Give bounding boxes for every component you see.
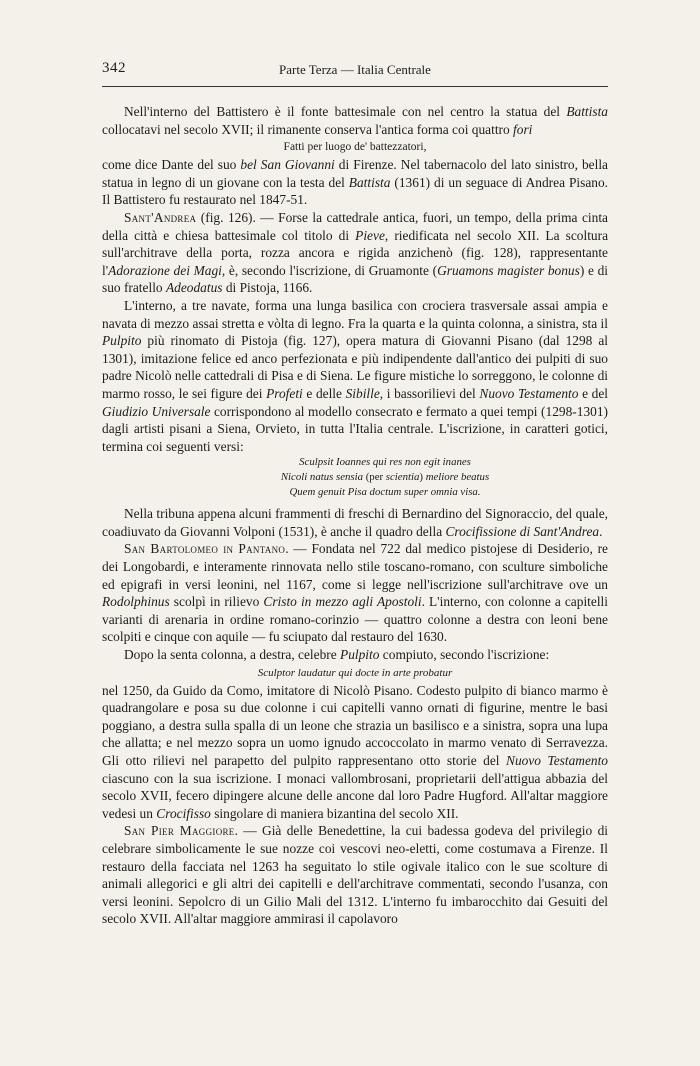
page-body: [102, 103, 608, 928]
paragraph-tribuna: Nella tribuna appena alcuni frammenti di freschi di Bernardino del Signoraccio, del quale, coadiuvato da Giovanni Volponi (1531), è anche il quadro della Crocifissione di Sant'Andrea.: [102, 506, 608, 539]
sculptor-quote: Sculptor laudatur qui docte in arte probatur: [257, 666, 453, 679]
paragraph-guido-da-como: nel 1250, da Guido da Como, imitatore di Nicolò Pisano. Codesto pulpito di bianco marmo è quadrangolare e posa su due colonne i cui capitelli vanno ornati di figurine, mentre le basi poggiano, a destra sulla spalla di un leone che strazia un basilisco e a sinistra, sopra una lupa che allatta; e nel mezzo sopra un uomo ignudo accoccolato in marmo venato di Serravezza. Gli otto rilievi nel parapetto del pulpito rappresentano otto storie del Nuovo Testamento ciascuno con la sua iscrizione. I monaci vallombrosani, proprietarii dell'attigua abbazia del secolo XVII, fecero dipingere alcune delle ancone dal loro Padre Hugford. All'altar maggiore vedesi un Crocifisso singolare di maniera bizantina del secolo XII.: [102, 682, 608, 821]
paragraph-san-bartolomeo: San Bartolomeo in Pantano. — Fondata nel 722 dal medico pistojese di Desiderio, re dei Longobardi, e interamente rinnovata nello stile toscano-romano, con sculture simboliche ed epigrafi in versi leonini, nel 1167, come si legge nell'iscrizione sull'architrave ove un Rodolphinus scolpì in rilievo Cristo in mezzo agli Apostoli. L'interno, con colonne a capitelli varianti di arenaria in ordine romano-corinzio — quattro colonne a destra con leoni bene scolpiti e cinque con aquile — fu sciupato dal restauro del 1630.: [102, 541, 608, 645]
page-header: [102, 58, 608, 80]
inscription-verses: [102, 455, 608, 500]
header-rule: [102, 86, 608, 87]
paragraph-dante: come dice Dante del suo bel San Giovanni di Firenze. Nel tabernacolo del lato sinistro, bella statua in legno di un giovane con la testa del Battista (1361) di un seguace di Andrea Pisano. Il Battistero fu restaurato nel 1847-51.: [102, 157, 608, 208]
paragraph-sant-andrea: Sant'Andrea (fig. 126). — Forse la cattedrale antica, fuori, un tempo, della prima cinta della città e chiesa battesimale col titolo di Pieve, riedificata nel secolo XII. La scoltura sull'architrave della porta, rozza ancora e rigida anzichenò (fig. 128), rappresentante l'Adorazione dei Magi, è, secondo l'iscrizione, di Gruamonte (Gruamons magister bonus) e di suo fratello Adeodatus di Pistoja, 1166.: [102, 209, 609, 296]
paragraph-san-pier-maggiore: San Pier Maggiore. — Già delle Benedettine, la cui badessa godeva del privilegio di celebrare simbolicamente le sue nozze coi vescovi neo-eletti, come costumava a Firenze. Il restauro della facciata nel 1263 ha seguitato lo stile ogivale italico con le sue scolture di animali allegorici e gli altri dei capitelli e dell'architrave commentati, secondo l'usanza, con versi leonini. Sepolcro di un Gilio Mali del 1312. L'interno fu imbarocchito dai Gesuiti del secolo XVII. All'altar maggiore ammirasi il capolavoro: [102, 823, 608, 927]
paragraph-interior: L'interno, a tre navate, forma una lunga basilica con crociera trasversale assai ampia e navata di mezzo assai stretta e vòlta di legno. Fra la quarta e la quinta colonna, a sinistra, sta il Pulpito più rinomato di Pistoja (fig. 127), opera matura di Giovanni Pisano (dal 1298 al 1301), imitazione felice ed anco perfezionata e più indipendente dall'antico dei pulpiti di suo padre Nicolò nelle cattedrali di Pisa e di Siena. Le figure mistiche lo sorreggono, le colonne di marmo rosso, le sei figure dei Profeti e delle Sibille, i bassorilievi del Nuovo Testamento e del Giudizio Universale corrispondono al modello consecrato e fermato a quei tempi (1298-1301) dagli artisti pisani a Siena, Orvieto, in tutta l'Italia centrale. L'iscrizione, in caratteri gotici, termina coi seguenti versi:: [102, 297, 609, 454]
verse-line: Sculpsit Ioannes qui res non egit inanes: [299, 456, 471, 469]
dante-quote: Fatti per luogo de' battezzatori,: [283, 141, 427, 154]
page-number: 342: [102, 60, 126, 76]
verse-line: Nicoli natus sensia (per scientia) meliore beatus: [280, 471, 490, 484]
verse-line: Quem genuit Pisa doctum super omnia visa.: [289, 486, 481, 499]
running-title: Parte Terza — Italia Centrale: [279, 62, 431, 77]
paragraph-pulpito: Dopo la senta colonna, a destra, celebre Pulpito compiuto, secondo l'iscrizione:: [124, 647, 550, 663]
paragraph-battistero: Nell'interno del Battistero è il fonte battesimale con nel centro la statua del Battista collocatavi nel secolo XVII; il rimanente conserva l'antica forma coi quattro fori: [102, 104, 608, 137]
